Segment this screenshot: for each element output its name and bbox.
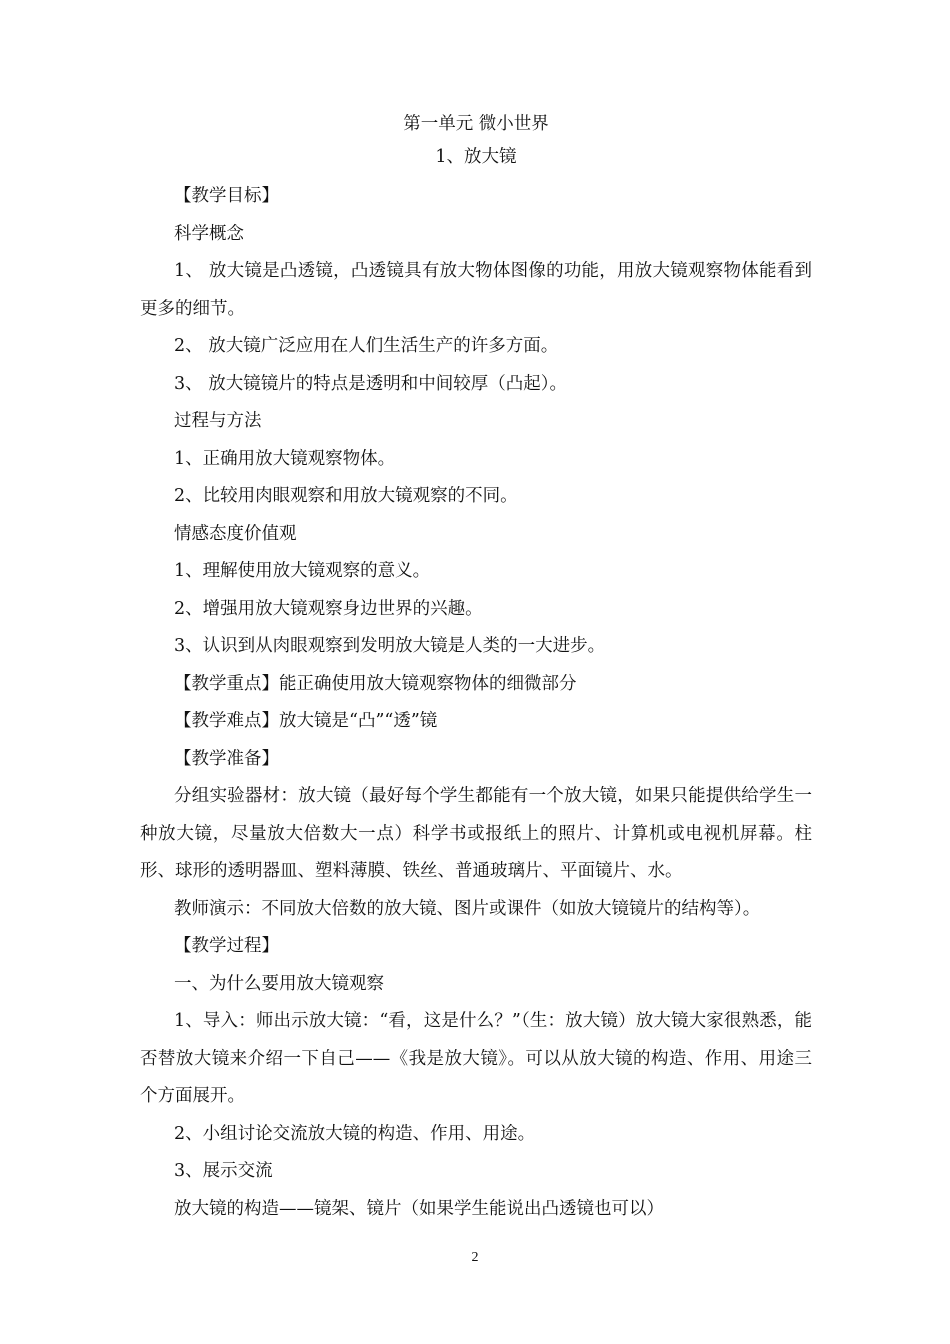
body-line: 2、小组讨论交流放大镜的构造、作用、用途。 <box>174 1123 536 1144</box>
body-line: 放大镜的构造——镜架、镜片（如果学生能说出凸透镜也可以） <box>174 1198 664 1219</box>
document-body <box>140 108 812 1228</box>
body-line: 3、认识到从肉眼观察到发明放大镜是人类的一大进步。 <box>174 636 606 656</box>
body-line: 科学概念 <box>174 223 244 244</box>
body-line: 1、理解使用放大镜观察的意义。 <box>174 561 431 581</box>
body-line: 2、比较用肉眼观察和用放大镜观察的不同。 <box>174 486 518 506</box>
body-line: 2、 放大镜广泛应用在人们生活生产的许多方面。 <box>174 336 559 356</box>
body-line: 3、展示交流 <box>174 1161 273 1181</box>
body-line: 情感态度价值观 <box>174 523 297 544</box>
body-paragraph: 1、 放大镜是凸透镜，凸透镜具有放大物体图像的功能，用放大镜观察物体能看到更多的细节。 <box>140 261 812 319</box>
body-line: 【教学目标】 <box>174 186 279 206</box>
body-line: 【教学重点】能正确使用放大镜观察物体的细微部分 <box>174 673 577 694</box>
page-number: 2 <box>471 1250 479 1265</box>
body-text <box>140 178 812 1228</box>
body-line: 【教学难点】放大镜是“凸”“透”镜 <box>174 711 438 731</box>
lesson-title: 1、放大镜 <box>435 147 517 167</box>
body-line: 3、 放大镜镜片的特点是透明和中间较厚（凸起）。 <box>174 373 567 394</box>
body-line: 一、为什么要用放大镜观察 <box>174 973 384 994</box>
body-line: 【教学过程】 <box>174 936 279 956</box>
body-line: 1、正确用放大镜观察物体。 <box>174 448 396 469</box>
body-paragraph: 1、导入：师出示放大镜：“看，这是什么？”（生：放大镜）放大镜大家很熟悉，能否替放大镜来介绍一下自己——《我是放大镜》。可以从放大镜的构造、作用、用途三个方面展开。 <box>140 1011 812 1106</box>
body-line: 【教学准备】 <box>174 748 279 769</box>
body-line: 教师演示：不同放大倍数的放大镜、图片或课件（如放大镜镜片的结构等）。 <box>174 898 761 919</box>
body-line: 过程与方法 <box>174 411 262 431</box>
unit-title: 第一单元 微小世界 <box>403 114 549 134</box>
body-paragraph: 分组实验器材：放大镜（最好每个学生都能有一个放大镜，如果只能提供给学生一种放大镜，尽量放大倍数大一点）科学书或报纸上的照片、计算机或电视机屏幕。柱形、球形的透明器皿、塑料薄膜、铁丝、普通玻璃片、平面镜片、水。 <box>140 786 812 881</box>
body-line: 2、增强用放大镜观察身边世界的兴趣。 <box>174 598 483 619</box>
